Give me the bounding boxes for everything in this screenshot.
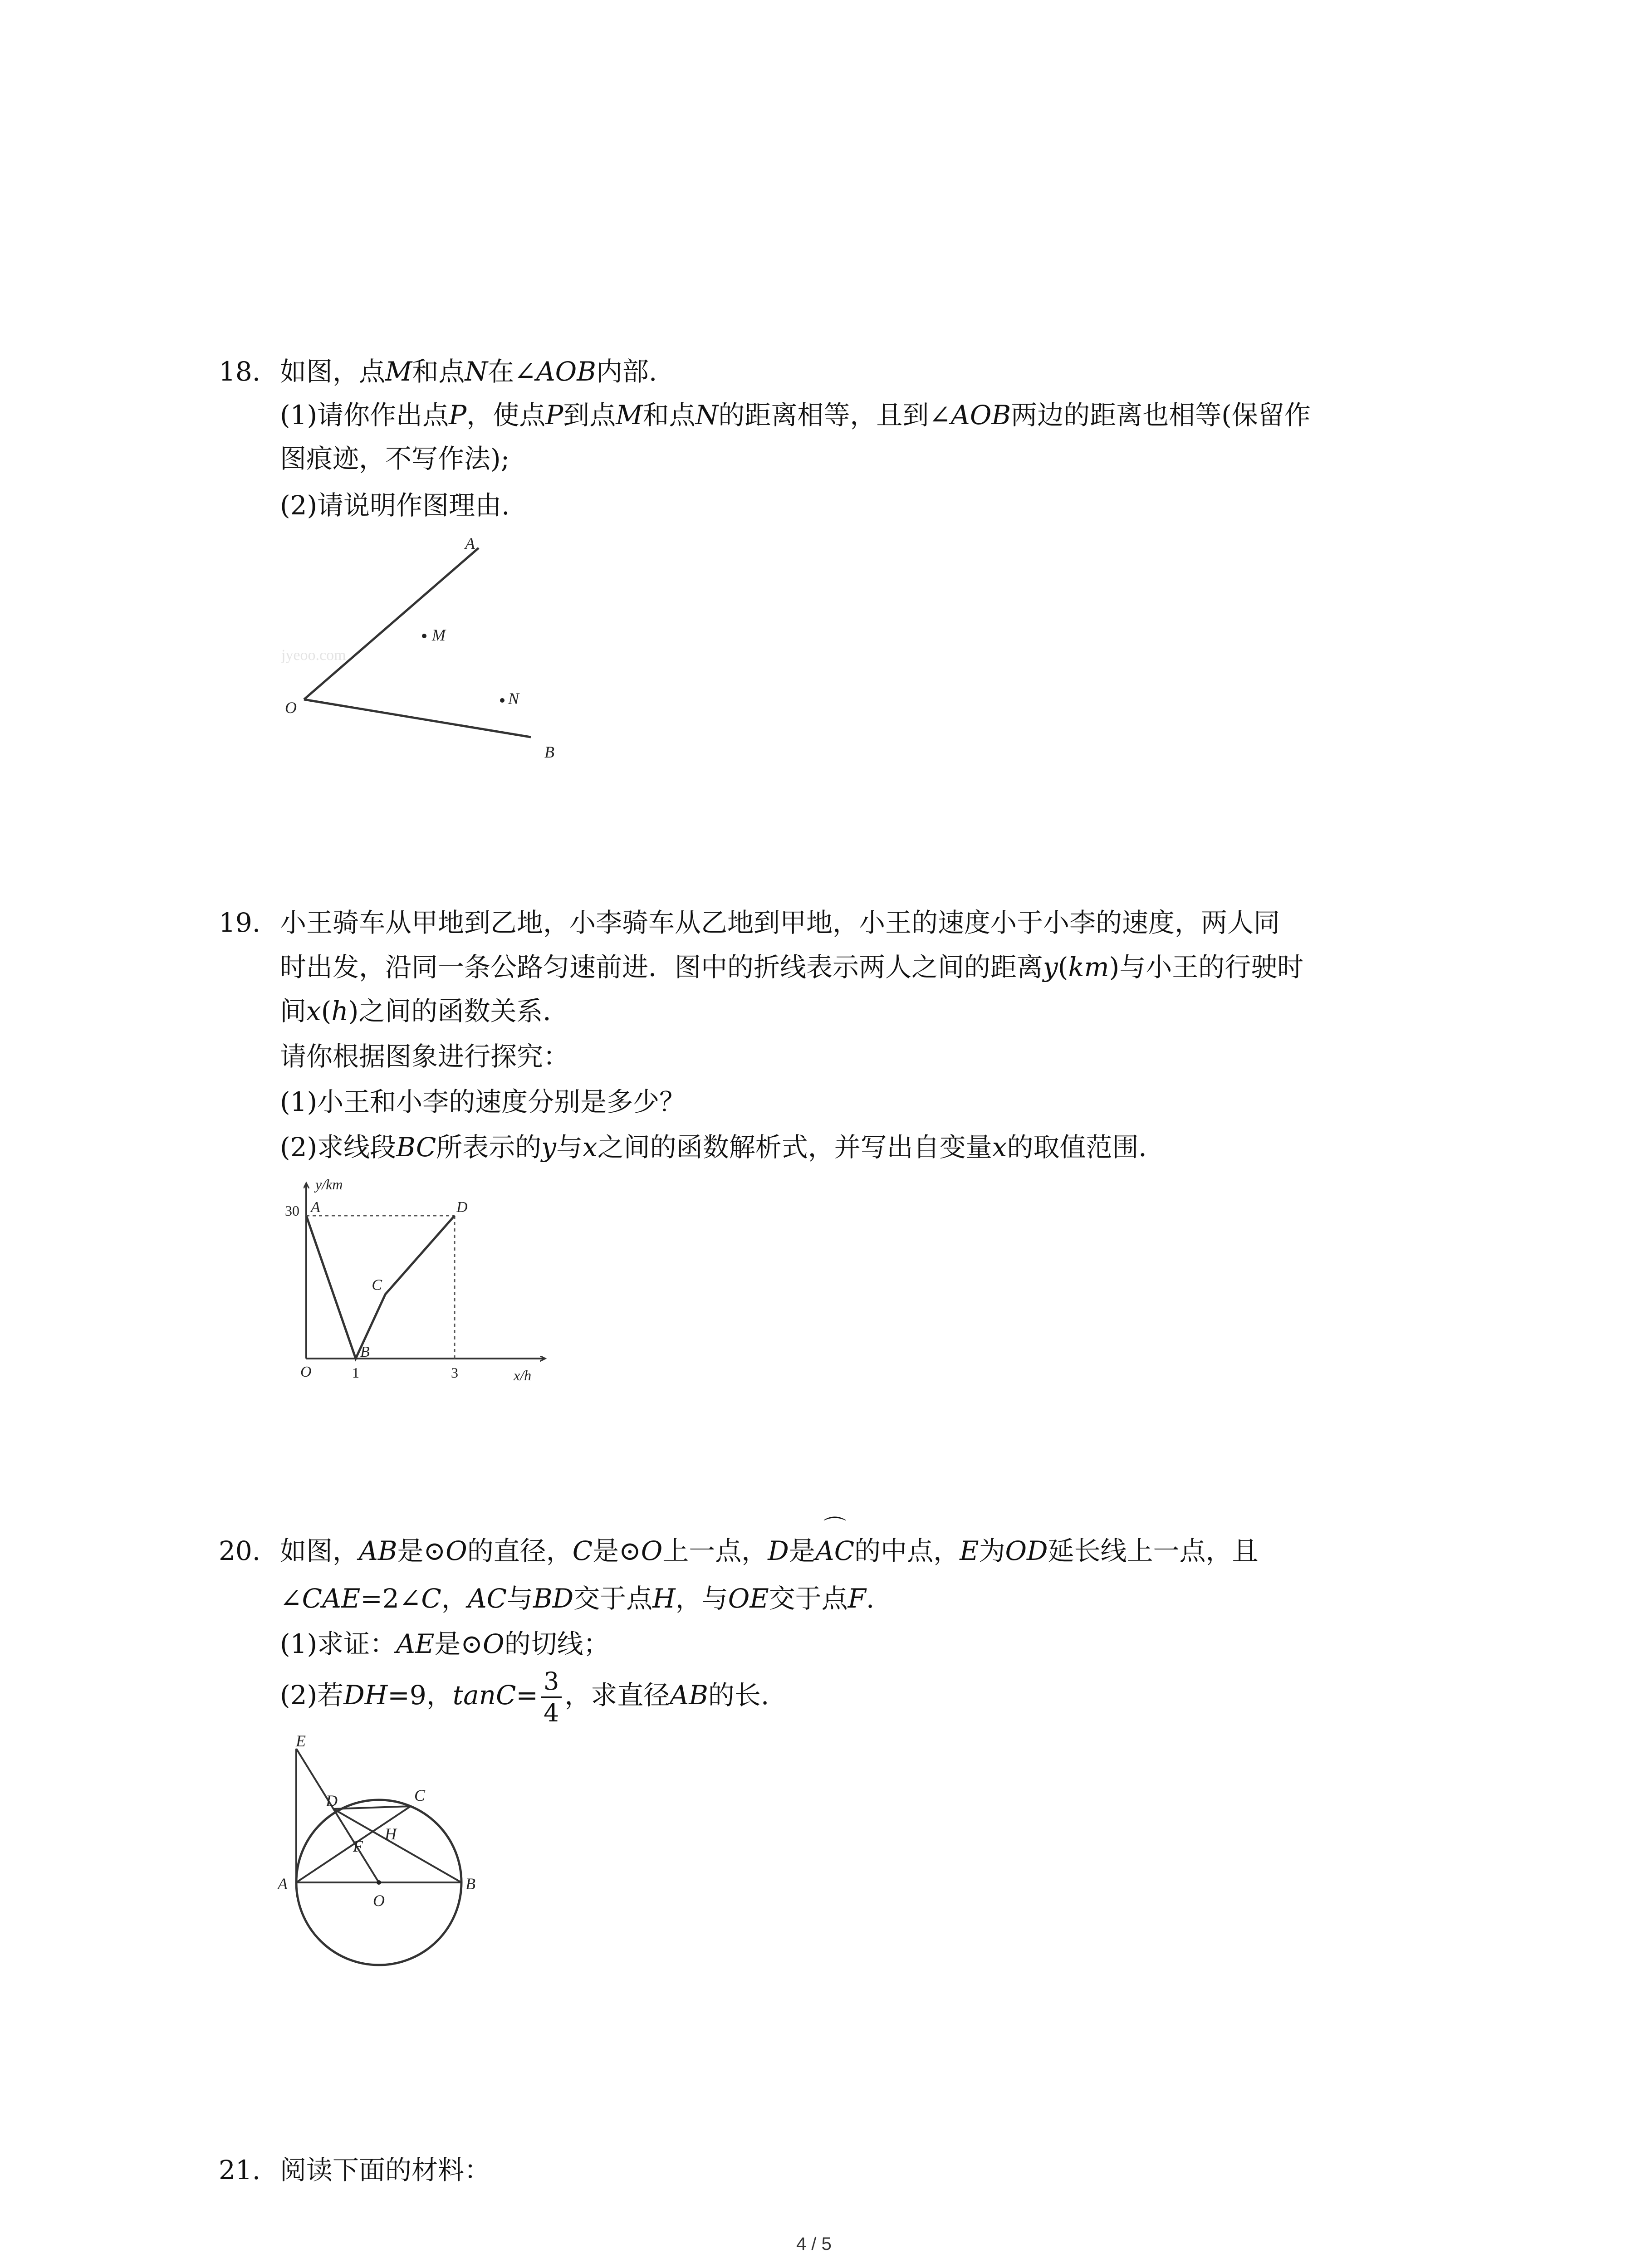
q20-part2: (2)若DH=9，tanC= $\frac{3}{4}$ ，求直径AB的长. (280, 1667, 769, 1727)
q20-line2: ∠CAE=2∠C，AC与BD交于点H，与OE交于点F. (280, 1583, 875, 1614)
x-tick-3: 3 (451, 1364, 458, 1381)
q20-line1: 如图，AB是⊙O的直径，C是⊙O上一点，D是 ⌒ AC的中点，E为OD延长线上一点，且 (280, 1515, 1259, 1566)
q19-line2: 时出发，沿同一条公路匀速前进．图中的折线表示两人之间的距离y(km)与小王的行驶时 (280, 952, 1304, 982)
chart-marks-group (306, 1199, 468, 1381)
q18-number: 18. (219, 356, 261, 387)
q19-part1: (1)小王和小李的速度分别是多少？ (280, 1086, 686, 1117)
q20-number: 20. (219, 1535, 261, 1566)
label-b: B (544, 743, 554, 761)
q19-line4: 请你根据图象进行探究： (280, 1041, 570, 1072)
point-label-b: B (360, 1344, 370, 1360)
label-d: D (326, 1792, 338, 1810)
q18-angle-figure (272, 531, 590, 776)
label-h: H (385, 1825, 397, 1843)
label-o: O (285, 699, 297, 717)
ray-ob (304, 699, 531, 737)
q21-number: 21. (219, 2155, 261, 2185)
y-tick-30: 30 (285, 1202, 299, 1219)
q18-watermark: jyeoo.com (281, 647, 346, 664)
label-a: A (465, 534, 475, 552)
label-a: A (278, 1875, 288, 1893)
q19-distance-chart (272, 1170, 590, 1388)
q18-stem: 如图，点M和点N在∠AOB内部. (280, 356, 657, 387)
point-label-a: A (311, 1199, 320, 1216)
point-m (422, 634, 426, 638)
x-axis-label: x/h (514, 1367, 532, 1383)
segment-eo (296, 1749, 379, 1882)
label-f: F (353, 1837, 363, 1855)
q20-part1: (1)求证：AE是⊙O的切线； (280, 1628, 610, 1659)
label-b: B (465, 1875, 475, 1893)
label-c: C (414, 1786, 426, 1804)
q18-part2: (2)请说明作图理由. (280, 490, 510, 521)
q18-part1-line1: (1)请你作出点P，使点P到点M和点N的距离相等，且到∠AOB两边的距离也相等(保留作 (280, 400, 1311, 430)
q20-circle-figure (263, 1728, 508, 1982)
q18-part1-line2: 图痕迹，不写作法); (280, 443, 510, 474)
fraction-three-quarters: $\frac{3}{4}$ (541, 1669, 562, 1725)
label-m: M (432, 626, 446, 644)
q21-text: 阅读下面的材料： (280, 2155, 491, 2185)
label-n: N (508, 689, 519, 708)
point-label-d: D (456, 1199, 468, 1216)
q19-line3: 间x(h)之间的函数关系． (280, 996, 569, 1026)
origin-label: O (300, 1364, 312, 1380)
point-n (500, 698, 505, 703)
label-o: O (373, 1892, 385, 1910)
page-number: 4 / 5 (796, 2234, 832, 2254)
ray-oa (304, 548, 479, 699)
y-axis-label: y/km (315, 1176, 343, 1193)
q19-number: 19. (219, 907, 261, 938)
x-tick-1: 1 (352, 1364, 359, 1381)
label-e: E (296, 1732, 306, 1750)
center-o (377, 1880, 381, 1885)
arc-mark: ⌒ (823, 1515, 846, 1541)
q19-part2: (2)求线段BC所表示的y与x之间的函数解析式，并写出自变量x的取值范围． (280, 1132, 1165, 1163)
q19-line1: 小王骑车从甲地到乙地，小李骑车从乙地到甲地，小王的速度小于小李的速度，两人同 (280, 907, 1280, 938)
point-label-c: C (372, 1276, 382, 1294)
